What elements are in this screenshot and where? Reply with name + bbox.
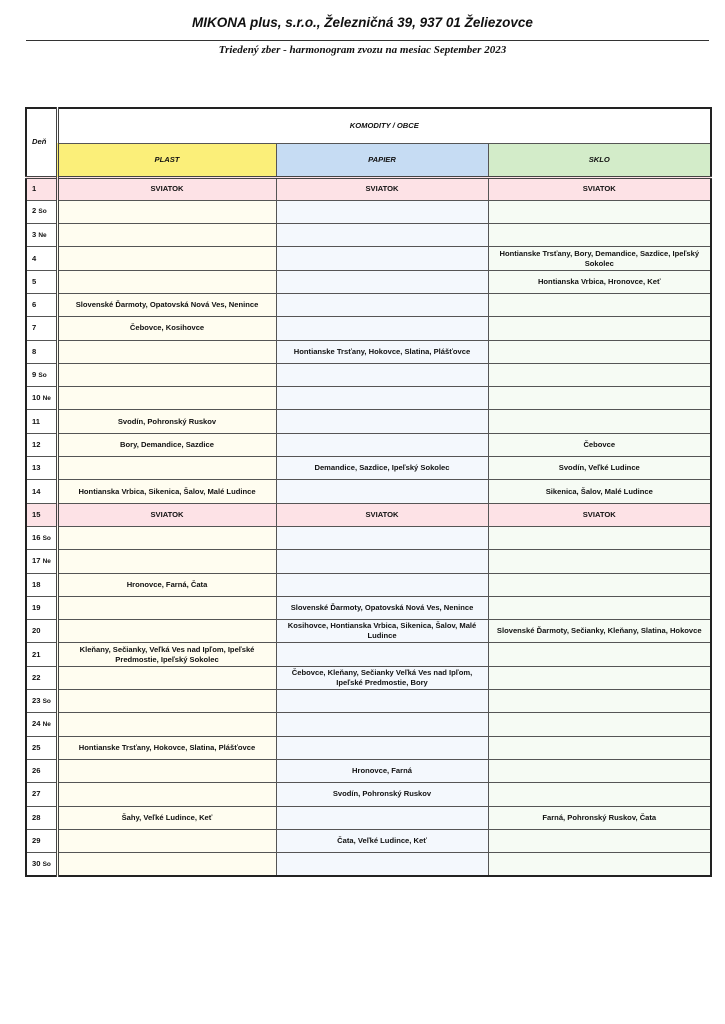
day-number: 4 (32, 253, 37, 263)
sklo-cell (488, 200, 711, 223)
day-number: 18 (32, 579, 41, 589)
papier-cell (276, 853, 488, 876)
plast-cell (57, 783, 276, 806)
day-cell (26, 293, 57, 316)
holiday-row (26, 503, 711, 526)
table-row (26, 410, 711, 433)
papier-cell: Kosihovce, Hontianska Vrbica, Sikenica, Šalov, Malé Ludince (276, 620, 488, 643)
sklo-cell (488, 293, 711, 316)
table-row (26, 550, 711, 573)
papier-cell: SVIATOK (276, 503, 488, 526)
table-row (26, 853, 711, 876)
papier-cell (276, 736, 488, 759)
sklo-cell (488, 317, 711, 340)
plast-cell: Bory, Demandice, Sazdice (57, 433, 276, 456)
sklo-cell: Slovenské Ďarmoty, Sečianky, Kleňany, Slatina, Hokovce (488, 620, 711, 643)
day-suffix: So (42, 697, 51, 705)
holiday-row (26, 177, 711, 200)
day-number: 28 (32, 812, 41, 822)
sklo-cell: Hontianska Vrbica, Hronovce, Keť (488, 270, 711, 293)
papier-cell (276, 270, 488, 293)
day-cell (26, 806, 57, 829)
sklo-cell: Svodín, Veľké Ludince (488, 457, 711, 480)
table-row (26, 829, 711, 852)
table-row (26, 200, 711, 223)
day-cell (26, 247, 57, 270)
day-suffix: So (42, 534, 51, 542)
plast-cell: SVIATOK (57, 177, 276, 200)
papier-cell (276, 200, 488, 223)
sklo-cell: Čebovce (488, 433, 711, 456)
papier-cell: Hontianske Trsťany, Hokovce, Slatina, Plášťovce (276, 340, 488, 363)
plast-cell: Svodín, Pohronský Ruskov (57, 410, 276, 433)
papier-cell (276, 410, 488, 433)
sklo-cell (488, 550, 711, 573)
day-number: 1 (32, 184, 37, 194)
day-column-header: Deň (26, 108, 57, 177)
papier-cell (276, 293, 488, 316)
plast-cell (57, 596, 276, 619)
day-cell (26, 736, 57, 759)
sklo-cell (488, 224, 711, 247)
day-cell (26, 200, 57, 223)
day-number: 21 (32, 649, 41, 659)
day-cell (26, 596, 57, 619)
papier-cell (276, 526, 488, 549)
day-number: 13 (32, 463, 41, 473)
plast-cell: Hontianske Trsťany, Hokovce, Slatina, Plášťovce (57, 736, 276, 759)
day-cell (26, 620, 57, 643)
sklo-cell (488, 853, 711, 876)
day-cell (26, 387, 57, 410)
plast-cell (57, 666, 276, 689)
sklo-cell (488, 736, 711, 759)
sklo-cell (488, 690, 711, 713)
plast-cell: Hontianska Vrbica, Sikenica, Šalov, Malé Ludince (57, 480, 276, 503)
commodities-group-header: KOMODITY / OBCE (57, 108, 711, 143)
table-row (26, 759, 711, 782)
day-number: 24 (32, 718, 41, 728)
papier-cell (276, 713, 488, 736)
papier-cell (276, 247, 488, 270)
sklo-cell (488, 713, 711, 736)
papier-cell: Svodín, Pohronský Ruskov (276, 783, 488, 806)
day-cell (26, 829, 57, 852)
day-cell (26, 853, 57, 876)
day-number: 11 (32, 416, 41, 426)
sklo-cell (488, 596, 711, 619)
day-cell (26, 526, 57, 549)
sklo-cell: Sikenica, Šalov, Malé Ludince (488, 480, 711, 503)
day-suffix: Ne (42, 557, 51, 565)
plast-cell: Hronovce, Farná, Čata (57, 573, 276, 596)
plast-cell (57, 224, 276, 247)
sklo-column-header: SKLO (488, 143, 711, 177)
table-row (26, 363, 711, 386)
day-suffix: Ne (42, 394, 51, 402)
day-number: 6 (32, 300, 37, 310)
day-number: 27 (32, 789, 41, 799)
table-row (26, 713, 711, 736)
day-number: 9 (32, 369, 37, 379)
papier-cell: SVIATOK (276, 177, 488, 200)
day-number: 23 (32, 695, 41, 705)
papier-cell (276, 387, 488, 410)
table-row (26, 293, 711, 316)
day-cell (26, 783, 57, 806)
day-cell (26, 340, 57, 363)
table-row (26, 620, 711, 643)
table-row (26, 270, 711, 293)
day-number: 19 (32, 602, 41, 612)
papier-cell (276, 806, 488, 829)
table-row (26, 387, 711, 410)
day-suffix: Ne (38, 231, 47, 239)
sklo-cell (488, 666, 711, 689)
day-cell (26, 317, 57, 340)
plast-cell (57, 200, 276, 223)
sklo-cell: SVIATOK (488, 503, 711, 526)
day-number: 5 (32, 276, 37, 286)
sklo-cell (488, 363, 711, 386)
plast-cell (57, 363, 276, 386)
plast-cell: SVIATOK (57, 503, 276, 526)
document-subtitle: Triedený zber - harmonogram zvozu na mesiac September 2023 (218, 44, 507, 56)
day-cell (26, 363, 57, 386)
papier-cell (276, 480, 488, 503)
table-row (26, 247, 711, 270)
day-cell (26, 480, 57, 503)
papier-cell (276, 224, 488, 247)
plast-cell (57, 247, 276, 270)
papier-cell (276, 643, 488, 666)
sklo-cell (488, 829, 711, 852)
papier-cell (276, 363, 488, 386)
day-cell (26, 550, 57, 573)
day-number: 22 (32, 672, 41, 682)
day-number: 3 (32, 229, 37, 239)
sklo-cell (488, 643, 711, 666)
day-number: 16 (32, 532, 41, 542)
day-number: 12 (32, 439, 41, 449)
day-number: 8 (32, 346, 37, 356)
schedule-body (26, 177, 711, 876)
sklo-cell (488, 526, 711, 549)
table-row (26, 736, 711, 759)
day-number: 15 (32, 509, 41, 519)
plast-cell: Slovenské Ďarmoty, Opatovská Nová Ves, Nenince (57, 293, 276, 316)
table-row (26, 457, 711, 480)
day-cell (26, 457, 57, 480)
sklo-cell: SVIATOK (488, 177, 711, 200)
papier-cell: Hronovce, Farná (276, 759, 488, 782)
day-cell (26, 666, 57, 689)
sklo-cell (488, 340, 711, 363)
plast-column-header: PLAST (57, 143, 276, 177)
table-row (26, 480, 711, 503)
day-number: 29 (32, 835, 41, 845)
plast-cell: Kleňany, Sečianky, Veľká Ves nad Ipľom, Ipeľské Predmostie, Ipeľský Sokolec (57, 643, 276, 666)
day-cell (26, 573, 57, 596)
plast-cell (57, 713, 276, 736)
day-suffix: Ne (42, 720, 51, 728)
sklo-cell (488, 387, 711, 410)
plast-cell (57, 270, 276, 293)
papier-cell (276, 433, 488, 456)
day-number: 2 (32, 206, 37, 216)
plast-cell (57, 620, 276, 643)
table-row (26, 666, 711, 689)
table-row (26, 596, 711, 619)
day-cell (26, 713, 57, 736)
day-cell (26, 503, 57, 526)
table-row (26, 317, 711, 340)
table-row (26, 224, 711, 247)
header-divider (26, 40, 709, 41)
plast-cell (57, 457, 276, 480)
day-cell (26, 270, 57, 293)
papier-column-header: PAPIER (276, 143, 488, 177)
papier-cell (276, 317, 488, 340)
collection-schedule-table (25, 107, 712, 877)
company-header: MIKONA plus, s.r.o., Železničná 39, 937 01 Želiezovce (192, 15, 533, 30)
sklo-cell (488, 759, 711, 782)
day-suffix: So (38, 371, 47, 379)
day-number: 14 (32, 486, 41, 496)
day-cell (26, 433, 57, 456)
papier-cell: Čebovce, Kleňany, Sečianky Veľká Ves nad Ipľom, Ipeľské Predmostie, Bory (276, 666, 488, 689)
papier-cell: Slovenské Ďarmoty, Opatovská Nová Ves, Nenince (276, 596, 488, 619)
papier-cell: Demandice, Sazdice, Ipeľský Sokolec (276, 457, 488, 480)
plast-cell (57, 853, 276, 876)
sklo-cell: Farná, Pohronský Ruskov, Čata (488, 806, 711, 829)
papier-cell (276, 550, 488, 573)
table-row (26, 526, 711, 549)
table-row (26, 573, 711, 596)
table-row (26, 340, 711, 363)
day-number: 26 (32, 766, 41, 776)
papier-cell (276, 690, 488, 713)
sklo-cell (488, 573, 711, 596)
day-number: 30 (32, 858, 41, 868)
plast-cell: Čebovce, Kosihovce (57, 317, 276, 340)
plast-cell (57, 526, 276, 549)
sklo-cell (488, 410, 711, 433)
day-cell (26, 177, 57, 200)
day-number: 17 (32, 555, 41, 565)
day-number: 7 (32, 323, 37, 333)
sklo-cell: Hontianske Trsťany, Bory, Demandice, Sazdice, Ipeľský Sokolec (488, 247, 711, 270)
table-row (26, 783, 711, 806)
plast-cell: Šahy, Veľké Ludince, Keť (57, 806, 276, 829)
day-suffix: So (38, 208, 47, 216)
plast-cell (57, 829, 276, 852)
papier-cell (276, 573, 488, 596)
table-row (26, 806, 711, 829)
day-cell (26, 759, 57, 782)
day-cell (26, 690, 57, 713)
day-cell (26, 643, 57, 666)
papier-cell: Čata, Veľké Ludince, Keť (276, 829, 488, 852)
plast-cell (57, 387, 276, 410)
day-cell (26, 224, 57, 247)
plast-cell (57, 340, 276, 363)
day-number: 20 (32, 626, 41, 636)
day-number: 10 (32, 392, 41, 402)
plast-cell (57, 759, 276, 782)
day-suffix: So (42, 860, 51, 868)
sklo-cell (488, 783, 711, 806)
table-row (26, 643, 711, 666)
table-row (26, 690, 711, 713)
day-number: 25 (32, 742, 41, 752)
day-cell (26, 410, 57, 433)
plast-cell (57, 550, 276, 573)
table-row (26, 433, 711, 456)
plast-cell (57, 690, 276, 713)
